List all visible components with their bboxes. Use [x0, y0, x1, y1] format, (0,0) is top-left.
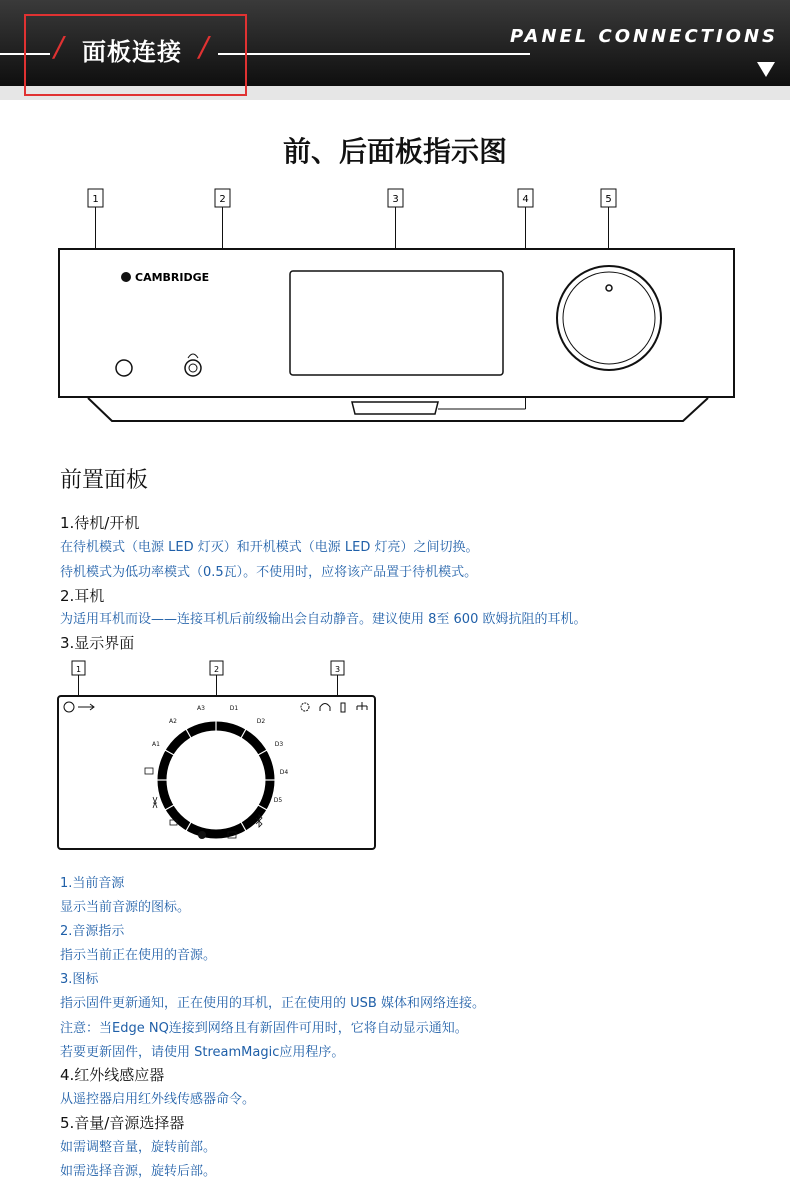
item1-line1: 在待机模式（电源 LED 灯灭）和开机模式（电源 LED 灯亮）之间切换。	[60, 540, 479, 555]
note3-title: 3.图标	[60, 972, 99, 987]
note3-body1: 指示固件更新通知，正在使用的耳机，正在使用的 USB 媒体和网络连接。	[60, 996, 485, 1011]
header-slash-left: /	[54, 30, 64, 63]
source-label-d3: D3	[274, 741, 284, 748]
spotify-source-icon	[198, 831, 206, 839]
item1-title: 1.待机/开机	[60, 514, 140, 532]
display-frame	[58, 696, 375, 849]
note2-body: 指示当前正在使用的音源。	[60, 948, 217, 963]
source-label-d5: D5	[273, 797, 283, 804]
item2-line1: 为适用耳机而设——连接耳机后前级输出会自动静音。建议使用 8至 600 欧姆抗阻的耳机。	[60, 612, 587, 627]
item3-title: 3.显示界面	[60, 634, 135, 652]
svg-text:1: 1	[92, 194, 99, 205]
note1-title: 1.当前音源	[60, 876, 125, 891]
svg-text:2: 2	[219, 194, 226, 205]
note2-title: 2.音源指示	[60, 924, 125, 939]
brand-label: CAMBRIDGE	[135, 271, 210, 284]
header-slash-right: /	[199, 30, 209, 63]
front-display	[290, 271, 503, 375]
source-label-d1: D1	[229, 705, 239, 712]
note3-body2: 注意：当Edge NQ连接到网络且有新固件可用时，它将自动显示通知。	[60, 1021, 468, 1036]
display-diagram	[50, 655, 390, 855]
front-panel-diagram	[0, 180, 790, 430]
svg-text:1: 1	[75, 665, 82, 674]
source-label-a1: A1	[152, 741, 160, 748]
standby-button	[116, 360, 132, 376]
svg-text:4: 4	[522, 194, 529, 205]
note1-body: 显示当前音源的图标。	[60, 900, 191, 915]
item5-title: 5.音量/音源选择器	[60, 1114, 185, 1132]
item5-body2: 如需选择音源，旋转后部。	[60, 1164, 217, 1179]
svg-text:3: 3	[392, 194, 399, 205]
cambridge-logo-icon	[121, 272, 131, 282]
item5-body1: 如需调整音量，旋转前部。	[60, 1140, 217, 1155]
title-highlight-box	[24, 14, 247, 96]
volume-knob	[557, 266, 661, 370]
item4-body: 从遥控器启用红外线传感器命令。	[60, 1092, 256, 1107]
ir-sensor	[352, 402, 438, 414]
source-label-d4: D4	[279, 769, 289, 776]
svg-text:5: 5	[605, 194, 612, 205]
source-label-a2: A2	[169, 718, 177, 725]
display-callout-3	[331, 661, 344, 700]
knob-indicator	[606, 285, 612, 291]
chevron-down-icon[interactable]	[757, 62, 775, 77]
item2-title: 2.耳机	[60, 587, 105, 605]
page-title: 前、后面板指示图	[282, 135, 507, 168]
section-title: 前置面板	[60, 468, 149, 493]
source-label-a3: A3	[197, 705, 205, 712]
note3-body3: 若要更新固件，请使用 StreamMagic应用程序。	[60, 1045, 345, 1060]
header-rule-right	[218, 53, 530, 55]
header-title: 面板连接	[82, 38, 182, 66]
item4-title: 4.红外线感应器	[60, 1066, 165, 1084]
source-label-d2: D2	[256, 718, 266, 725]
header-subtitle: PANEL CONNECTIONS	[509, 26, 778, 47]
svg-text:2: 2	[213, 665, 220, 674]
svg-text:3: 3	[334, 665, 341, 674]
item1-line2: 待机模式为低功率模式（0.5瓦）。不使用时，应将该产品置于待机模式。	[60, 565, 478, 580]
